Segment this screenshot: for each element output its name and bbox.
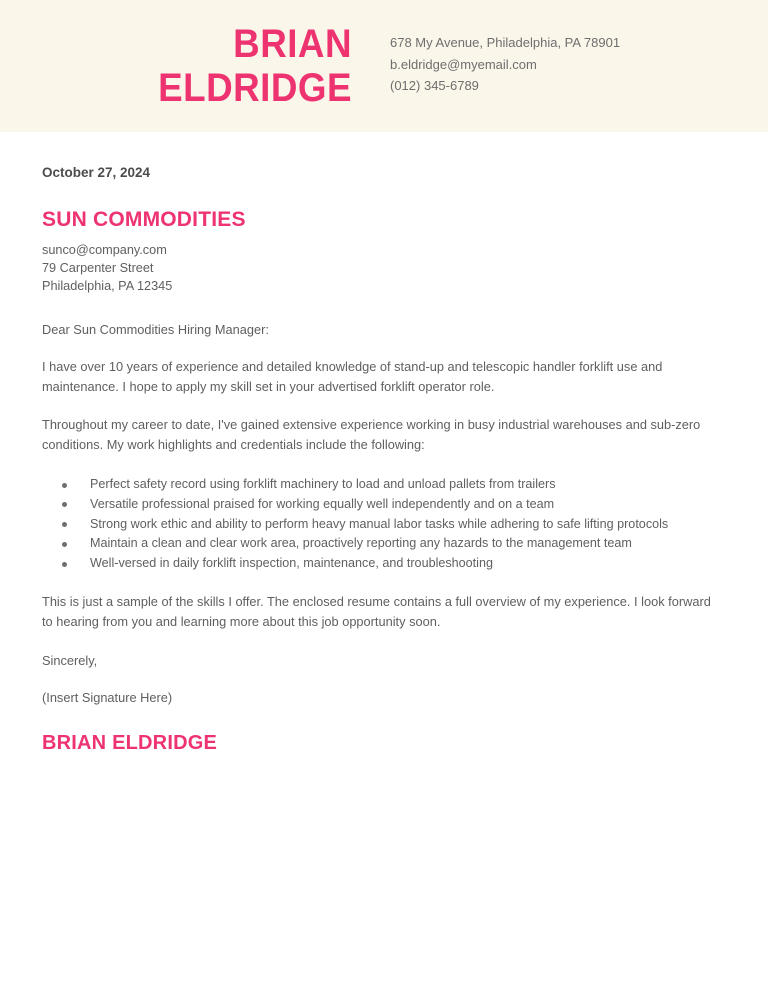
sender-phone: (012) 345-6789 — [390, 78, 479, 93]
signature-placeholder: (Insert Signature Here) — [42, 689, 173, 705]
list-item — [42, 534, 724, 554]
sender-last-name: ELDRIDGE — [158, 66, 352, 110]
list-item-label: Perfect safety record using forklift machinery to load and unload pallets from trailers — [90, 477, 556, 491]
sender-first-name: BRIAN — [233, 22, 352, 66]
letter-paragraph-2: Throughout my career to date, I've gained extensive experience working in busy industrial warehouses and sub-zero conditions. My work highlights and credentials include the following: — [42, 417, 701, 452]
letter-paragraph-3: This is just a sample of the skills I offer. The enclosed resume contains a full overview of my experience. I look forward to hearing from you and learning more about this job opportunity soon. — [42, 593, 711, 629]
sender-address: 678 My Avenue, Philadelphia, PA 78901 — [390, 35, 621, 50]
sender-name-block — [0, 22, 352, 110]
list-item-label: Strong work ethic and ability to perform heavy manual labor tasks while adhering to safe lifting protocols — [90, 516, 669, 531]
list-item-label: Versatile professional praised for working equally well independently and on a team — [90, 496, 555, 511]
recipient-email: sunco@company.com — [42, 243, 167, 257]
letter-body — [0, 164, 768, 755]
recipient-city-state-zip: Philadelphia, PA 12345 — [42, 279, 173, 293]
list-item — [42, 554, 724, 574]
recipient-address-block — [42, 241, 724, 295]
bullet-dot-icon — [62, 483, 67, 488]
list-item — [42, 515, 724, 535]
list-item — [42, 495, 724, 515]
letterhead-header — [0, 0, 768, 132]
bullet-dot-icon — [62, 562, 67, 567]
list-item-label: Well-versed in daily forklift inspection, maintenance, and troubleshooting — [90, 556, 493, 571]
letter-date: October 27, 2024 — [42, 165, 151, 180]
letter-paragraph-1: I have over 10 years of experience and detailed knowledge of stand-up and telescopic handler forklift use and maintenance. I hope to apply my skill set in your advertised forklift operator role. — [42, 359, 663, 394]
letter-salutation: Dear Sun Commodities Hiring Manager: — [42, 322, 269, 337]
signature-name: BRIAN ELDRIDGE — [42, 731, 218, 754]
bullet-dot-icon — [62, 542, 67, 547]
sender-email: b.eldridge@myemail.com — [390, 56, 537, 72]
recipient-company-name: SUN COMMODITIES — [42, 208, 246, 231]
letter-closing: Sincerely, — [42, 652, 98, 668]
sender-contact-block — [352, 22, 768, 97]
bullet-dot-icon — [62, 502, 67, 507]
list-item — [42, 475, 724, 495]
qualifications-list — [42, 475, 724, 574]
list-item-label: Maintain a clean and clear work area, proactively reporting any hazards to the management team — [90, 536, 632, 551]
recipient-street: 79 Carpenter Street — [42, 261, 154, 275]
bullet-dot-icon — [62, 522, 67, 527]
